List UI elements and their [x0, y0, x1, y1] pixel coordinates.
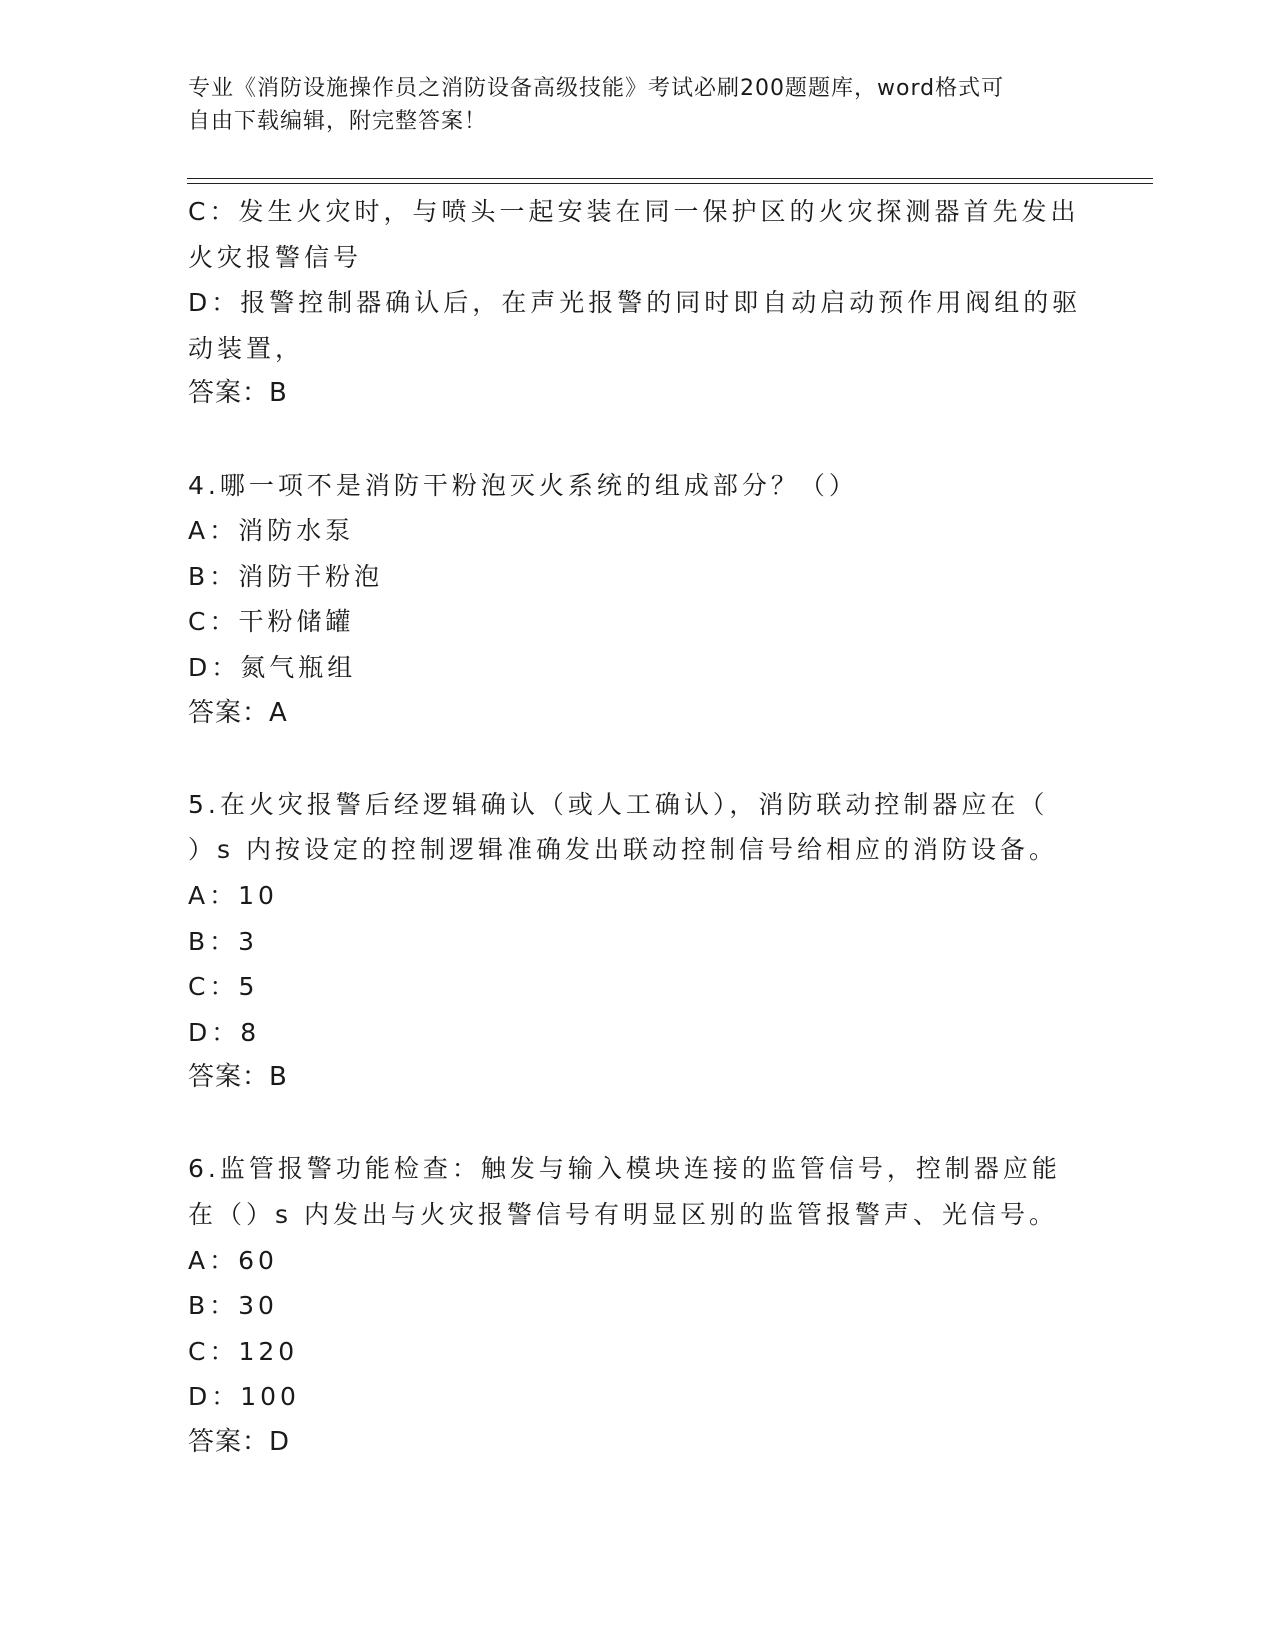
question-4	[188, 463, 1088, 737]
option-a: A：10	[188, 880, 278, 910]
option-b: B：3	[188, 926, 259, 956]
option-c-line-2: 火灾报警信号	[188, 242, 363, 272]
option-d: D：氮气瓶组	[188, 652, 357, 682]
spacer	[188, 1101, 1088, 1147]
question-5	[188, 782, 1088, 1101]
question-6	[188, 1146, 1088, 1465]
question-stem: 4.哪一项不是消防干粉泡灭火系统的组成部分？（）	[188, 470, 858, 500]
answer-line: 答案：D	[188, 1427, 291, 1458]
answer-line: 答案：A	[188, 697, 288, 728]
option-a: A：60	[188, 1245, 278, 1275]
document-header	[188, 72, 1088, 138]
option-d-line-1: D：报警控制器确认后，在声光报警的同时即自动启动预作用阀组的驱	[188, 288, 1082, 318]
option-a: A：消防水泵	[188, 516, 355, 546]
answer-line: 答案：B	[188, 1062, 288, 1093]
header-divider-bottom	[187, 183, 1153, 184]
question-stem-line-1: 5.在火灾报警后经逻辑确认（或人工确认），消防联动控制器应在（	[188, 789, 1049, 819]
option-d-line-2: 动装置，	[188, 333, 305, 363]
answer-line: 答案：B	[188, 378, 288, 409]
question-stem-line-2: ）s 内按设定的控制逻辑准确发出联动控制信号给相应的消防设备。	[188, 835, 1058, 865]
header-divider-top	[187, 178, 1153, 179]
spacer	[188, 736, 1088, 782]
option-b: B：消防干粉泡	[188, 561, 384, 591]
option-c: C：干粉储罐	[188, 607, 355, 637]
question-3-continued	[188, 189, 1088, 417]
option-c: C：5	[188, 972, 259, 1002]
option-c: C：120	[188, 1336, 299, 1366]
question-stem-line-1: 6.监管报警功能检查：触发与输入模块连接的监管信号，控制器应能	[188, 1154, 1061, 1184]
question-list	[188, 189, 1088, 1466]
header-line-1: 专业《消防设施操作员之消防设备高级技能》考试必刷200题题库，word格式可	[188, 76, 1005, 101]
option-d: D：8	[188, 1017, 261, 1047]
option-c-line-1: C：发生火灾时，与喷头一起安装在同一保护区的火灾探测器首先发出	[188, 197, 1080, 226]
option-d: D：100	[188, 1382, 300, 1412]
header-line-2: 自由下载编辑，附完整答案！	[188, 109, 488, 134]
question-stem-line-2: 在（）s 内发出与火灾报警信号有明显区别的监管报警声、光信号。	[188, 1200, 1058, 1230]
spacer	[188, 417, 1088, 463]
option-b: B：30	[188, 1291, 278, 1321]
